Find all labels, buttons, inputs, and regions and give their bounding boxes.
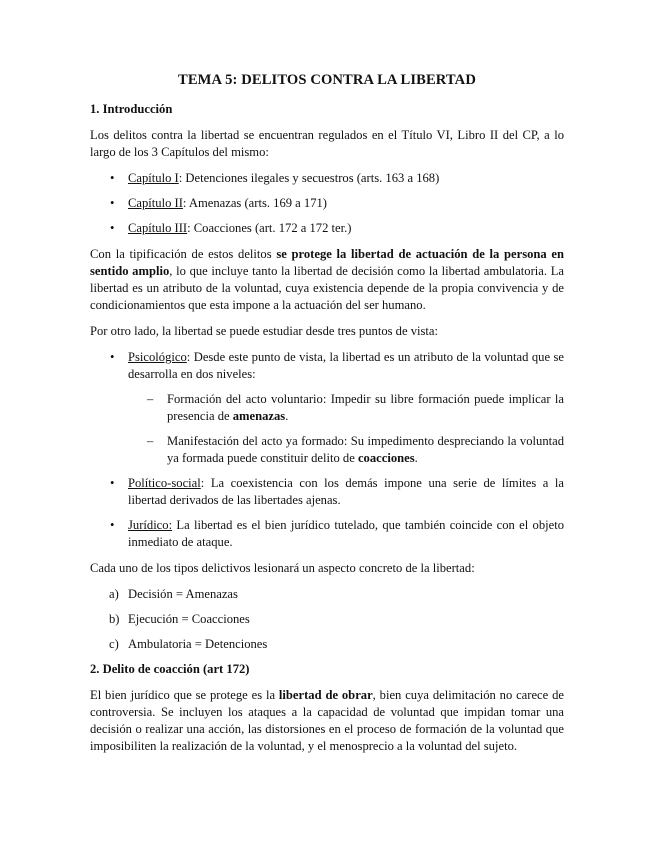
chapter-text: : Coacciones (art. 172 a 172 ter.) (187, 221, 352, 235)
list-item (90, 636, 564, 653)
viewpoints-list (90, 349, 564, 551)
chapter-text: : Amenazas (arts. 169 a 171) (182, 196, 328, 210)
paragraph-text: , bien cuya delimitación no carece de controversia. Se incluyen los ataques a la capacidad de voluntad que impidan tomar una decisión o realizar una acción, las distorsiones en el proceso de formación de la voluntad que imposibiliten la realización de la voluntad, y el menosprecio a la voluntad del sujeto. (90, 688, 564, 753)
chapter-label: Capítulo I (128, 171, 179, 185)
list-item (128, 433, 564, 467)
section-heading-coaccion: 2. Delito de coacción (art 172) (90, 662, 250, 676)
coaccion-paragraph (90, 687, 564, 755)
list-item (90, 170, 564, 187)
chapter-label: Capítulo II (128, 196, 183, 210)
viewpoint-label: Jurídico: (128, 518, 173, 532)
level-text: Manifestación del acto ya formado: Su impedimento despreciando la voluntad ya formada puede constituir delito de (167, 434, 564, 465)
list-item-juridico (90, 517, 564, 551)
document-body (90, 72, 564, 764)
viewpoint-text: : Desde este punto de vista, la libertad es un atributo de la voluntad que se desarrolla en dos niveles: (128, 350, 564, 381)
intro-paragraph: Los delitos contra la libertad se encuentran regulados en el Título VI, Libro II del CP, a lo largo de los 3 Capítulos del mismo: (90, 128, 564, 159)
chapters-list (90, 170, 564, 237)
levels-list (128, 391, 564, 467)
viewpoint-text: : La coexistencia con los demás impone una serie de límites a la libertad derivados de las libertades ajenas. (128, 476, 564, 507)
paragraph-bold: libertad de obrar (278, 688, 373, 702)
bullet-icon: • (110, 196, 115, 210)
list-item (90, 195, 564, 212)
page-title: TEMA 5: DELITOS CONTRA LA LIBERTAD (178, 72, 476, 88)
viewpoint-label: Psicológico (128, 350, 187, 364)
list-marker: b) (109, 612, 120, 626)
level-end: . (414, 451, 418, 465)
paragraph-text: , lo que incluye tanto la libertad de decisión como la libertad ambulatoria. La libertad es un atributo de la voluntad, cuya existencia depende de la propia convivencia y de condicionamientos que esta impone a la actuación del ser humano. (90, 264, 564, 312)
chapter-label: Capítulo III (128, 221, 188, 235)
list-marker: a) (109, 587, 119, 601)
viewpoints-paragraph: Por otro lado, la libertad se puede estudiar desde tres puntos de vista: (90, 324, 438, 338)
list-item (128, 391, 564, 425)
aspects-list (90, 586, 564, 653)
list-item (90, 220, 564, 237)
level-text: Formación del acto voluntario: Impedir su libre formación puede implicar la presencia de (167, 392, 564, 423)
aspect-text: Ambulatoria = Detenciones (128, 637, 268, 651)
level-bold: coacciones (357, 451, 415, 465)
level-end: . (285, 409, 289, 423)
dash-icon: – (147, 434, 154, 448)
bullet-icon: • (110, 518, 115, 532)
list-item-politico-social (90, 475, 564, 509)
viewpoint-label: Político-social (128, 476, 201, 490)
list-item (90, 611, 564, 628)
aspects-paragraph: Cada uno de los tipos delictivos lesionará un aspecto concreto de la libertad: (90, 561, 475, 575)
paragraph-text: Con la tipificación de estos delitos (90, 247, 277, 261)
paragraph-text: El bien jurídico que se protege es la (90, 688, 279, 702)
protection-paragraph (90, 246, 564, 314)
list-marker: c) (109, 637, 119, 651)
bullet-icon: • (110, 171, 115, 185)
paragraph-bold: se protege la libertad de actuación de la persona en sentido amplio (90, 247, 564, 278)
bullet-icon: • (110, 476, 115, 490)
list-item (90, 586, 564, 603)
section-heading-introduccion: 1. Introducción (90, 102, 173, 116)
chapter-text: : Detenciones ilegales y secuestros (arts. 163 a 168) (178, 171, 440, 185)
aspect-text: Decisión = Amenazas (128, 587, 238, 601)
list-item-psicologico (90, 349, 564, 467)
bullet-icon: • (110, 350, 115, 364)
viewpoint-text: La libertad es el bien jurídico tutelado, que también coincide con el objeto inmediato de ataque. (128, 518, 564, 549)
dash-icon: – (147, 392, 154, 406)
aspect-text: Ejecución = Coacciones (128, 612, 250, 626)
level-bold: amenazas (232, 409, 286, 423)
bullet-icon: • (110, 221, 115, 235)
